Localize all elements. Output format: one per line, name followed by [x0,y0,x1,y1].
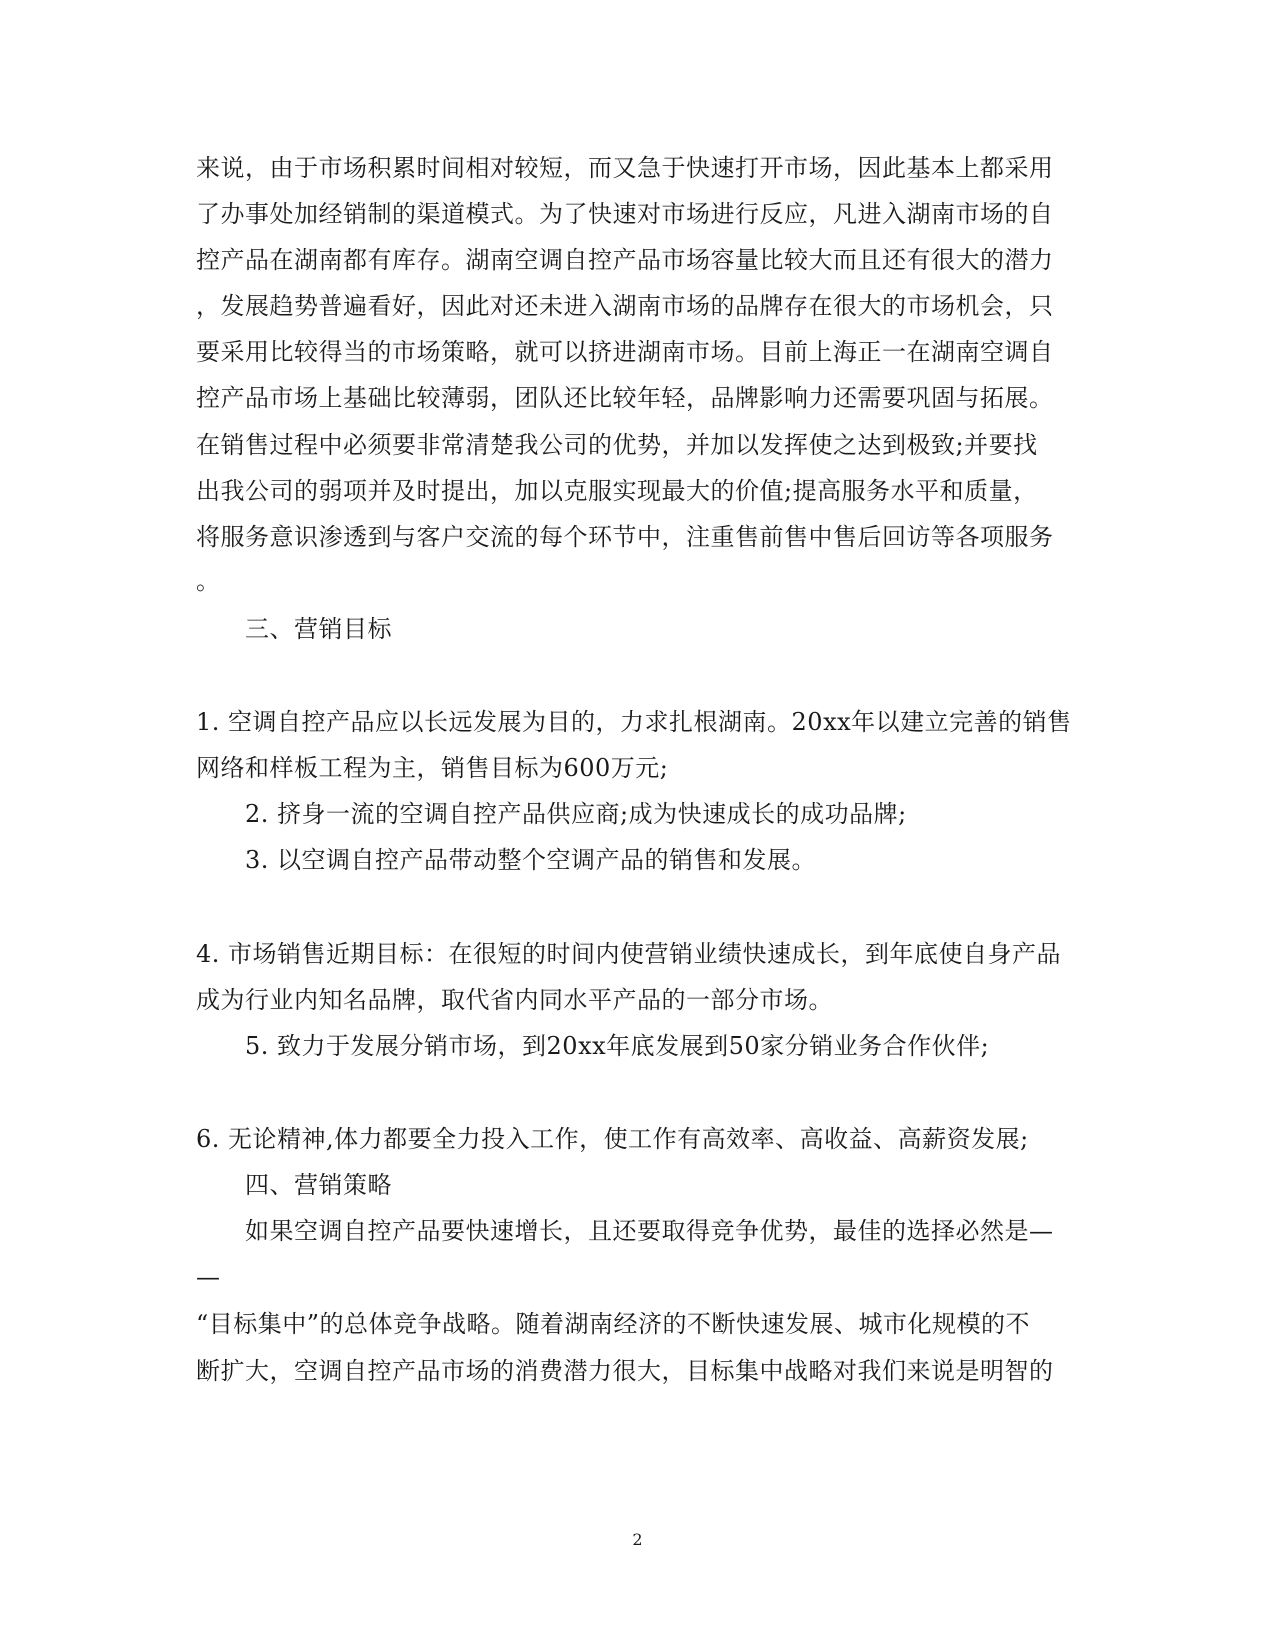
list-item-line: 4. 市场销售近期目标：在很短的时间内使营销业绩快速成长，到年底使自身产品 [196,940,1062,968]
paragraph-line: 。 [196,567,221,595]
paragraph-line: “目标集中”的总体竞争战略。随着湖南经济的不断快速发展、城市化规模的不 [196,1310,1031,1338]
paragraph-line: 将服务意识渗透到与客户交流的每个环节中，注重售前售中售后回访等各项服务 [196,523,1054,551]
paragraph-line: 控产品市场上基础比较薄弱，团队还比较年轻，品牌影响力还需要巩固与拓展。 [196,384,1054,412]
list-item-line: 网络和样板工程为主，销售目标为600万元; [196,754,669,782]
list-item-line: 1. 空调自控产品应以长远发展为目的，力求扎根湖南。20xx年以建立完善的销售 [196,708,1072,736]
page-number: 2 [632,1530,643,1549]
paragraph-line: 了办事处加经销制的渠道模式。为了快速对市场进行反应，凡进入湖南市场的自 [196,200,1054,228]
paragraph-line: — [196,1263,221,1291]
paragraph-line: ，发展趋势普遍看好，因此对还未进入湖南市场的品牌存在很大的市场机会，只 [196,292,1054,320]
paragraph-line: 来说，由于市场积累时间相对较短，而又急于快速打开市场，因此基本上都采用 [196,154,1054,182]
paragraph-line: 出我公司的弱项并及时提出，加以克服实现最大的价值;提高服务水平和质量， [196,477,1038,505]
paragraph-line: 控产品在湖南都有库存。湖南空调自控产品市场容量比较大而且还有很大的潜力 [196,246,1054,274]
list-item: 6. 无论精神,体力都要全力投入工作，使工作有高效率、高收益、高薪资发展; [196,1125,1029,1153]
paragraph-line: 如果空调自控产品要快速增长，且还要取得竞争优势，最佳的选择必然是— [245,1217,1054,1245]
paragraph-line: 要采用比较得当的市场策略，就可以挤进湖南市场。目前上海正一在湖南空调自 [196,338,1054,366]
paragraph-line: 断扩大，空调自控产品市场的消费潜力很大，目标集中战略对我们来说是明智的 [196,1357,1054,1385]
list-item: 2. 挤身一流的空调自控产品供应商;成为快速成长的成功品牌; [245,800,907,828]
list-item: 5. 致力于发展分销市场，到20xx年底发展到50家分销业务合作伙伴; [245,1032,990,1060]
paragraph-line: 在销售过程中必须要非常清楚我公司的优势，并加以发挥使之达到极致;并要找 [196,431,1038,459]
section-heading: 四、营销策略 [245,1171,392,1199]
section-heading: 三、营销目标 [245,615,392,643]
list-item-line: 成为行业内知名品牌，取代省内同水平产品的一部分市场。 [196,986,833,1014]
list-item: 3. 以空调自控产品带动整个空调产品的销售和发展。 [245,846,817,874]
